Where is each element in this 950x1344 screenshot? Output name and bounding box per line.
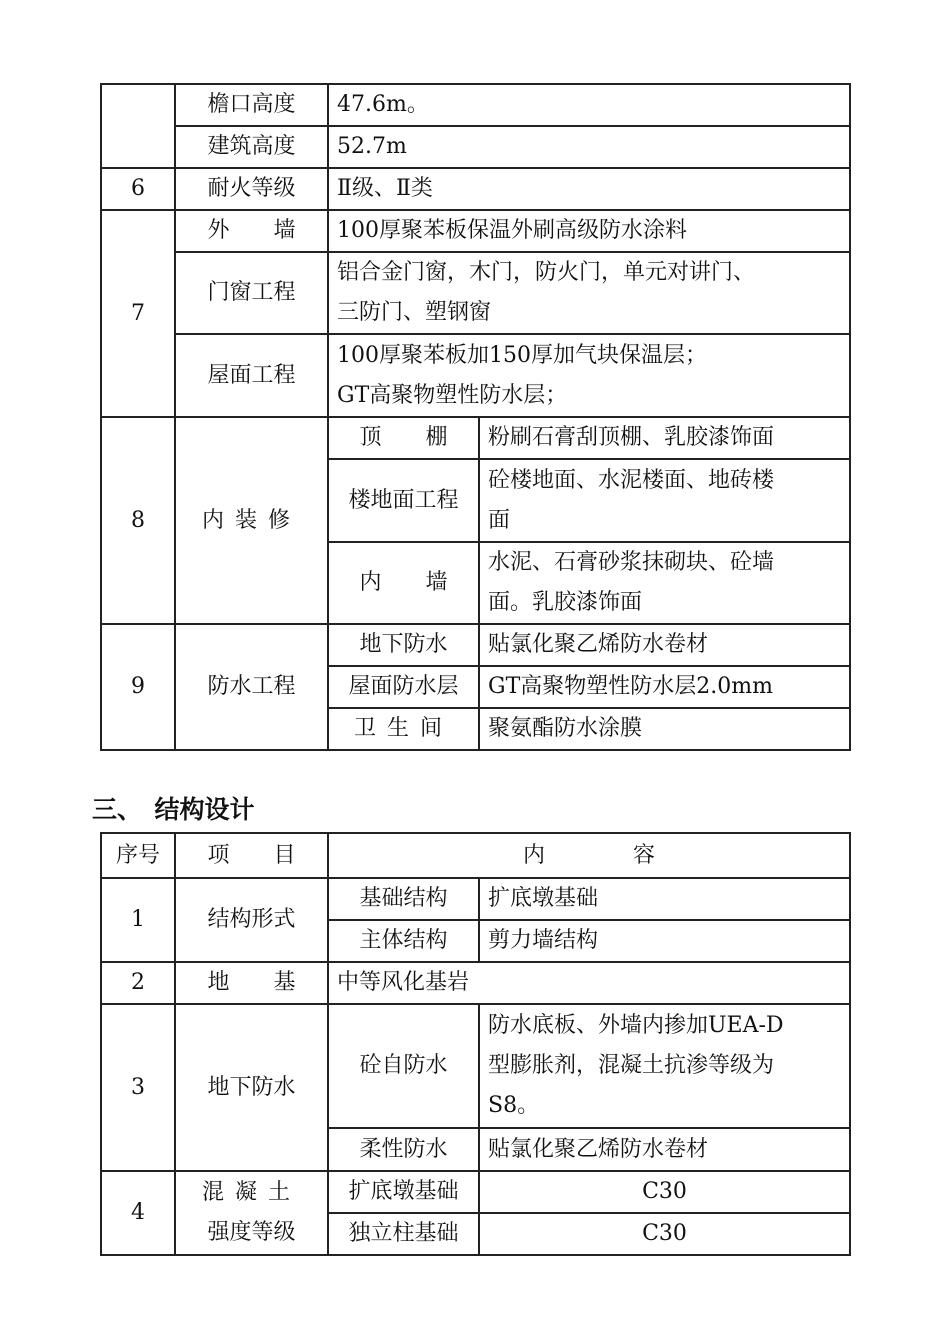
sub-label: 内 墙 bbox=[328, 542, 479, 624]
row-value: C30 bbox=[479, 1171, 850, 1213]
table-row bbox=[101, 168, 850, 210]
sub-label: 地下防水 bbox=[328, 624, 479, 666]
row-value: 水泥、石膏砂浆抹砌块、砼墙 面。乳胶漆饰面 bbox=[479, 542, 850, 624]
row-number: 3 bbox=[101, 1004, 175, 1171]
row-number: 7 bbox=[101, 210, 175, 417]
row-label: 结构形式 bbox=[175, 878, 328, 962]
row-label: 耐火等级 bbox=[175, 168, 328, 210]
row-value: 扩底墩基础 bbox=[479, 878, 850, 920]
table-row bbox=[101, 1171, 850, 1213]
table-row bbox=[101, 417, 850, 459]
table-header-row bbox=[101, 833, 850, 878]
table-row bbox=[101, 624, 850, 666]
sub-label: 屋面防水层 bbox=[328, 666, 479, 708]
row-value: 47.6m。 bbox=[328, 84, 850, 126]
row-label: 外 墙 bbox=[175, 210, 328, 252]
structure-design-table bbox=[100, 832, 851, 1256]
row-value: 贴氯化聚乙烯防水卷材 bbox=[479, 624, 850, 666]
table-row bbox=[101, 210, 850, 252]
row-number: 4 bbox=[101, 1171, 175, 1255]
row-value: Ⅱ级、Ⅱ类 bbox=[328, 168, 850, 210]
table-row bbox=[101, 252, 850, 334]
section-heading: 三、 结构设计 bbox=[92, 795, 255, 824]
row-number: 2 bbox=[101, 962, 175, 1004]
row-label: 地 基 bbox=[175, 962, 328, 1004]
row-label: 混凝土 强度等级 bbox=[175, 1171, 328, 1255]
table-row bbox=[101, 84, 850, 126]
row-value: 粉刷石膏刮顶棚、乳胶漆饰面 bbox=[479, 417, 850, 459]
table-row bbox=[101, 1004, 850, 1128]
sub-label: 楼地面工程 bbox=[328, 459, 479, 542]
row-label: 屋面工程 bbox=[175, 334, 328, 417]
sub-label: 独立柱基础 bbox=[328, 1213, 479, 1255]
row-value: 100厚聚苯板保温外刷高级防水涂料 bbox=[328, 210, 850, 252]
row-value: 砼楼地面、水泥楼面、地砖楼 面 bbox=[479, 459, 850, 542]
sub-label: 扩底墩基础 bbox=[328, 1171, 479, 1213]
row-value: 中等风化基岩 bbox=[328, 962, 850, 1004]
sub-label: 主体结构 bbox=[328, 920, 479, 962]
building-info-table bbox=[100, 83, 851, 751]
row-value: 100厚聚苯板加150厚加气块保温层； GT高聚物塑性防水层； bbox=[328, 334, 850, 417]
row-label: 内装修 bbox=[175, 417, 328, 624]
row-value: 贴氯化聚乙烯防水卷材 bbox=[479, 1128, 850, 1171]
header-no: 序号 bbox=[101, 833, 175, 878]
row-label: 门窗工程 bbox=[175, 252, 328, 334]
row-number: 6 bbox=[101, 168, 175, 210]
row-number: 1 bbox=[101, 878, 175, 962]
table-row bbox=[101, 126, 850, 168]
sub-label: 基础结构 bbox=[328, 878, 479, 920]
sub-label: 顶 棚 bbox=[328, 417, 479, 459]
sub-label: 柔性防水 bbox=[328, 1128, 479, 1171]
row-label: 檐口高度 bbox=[175, 84, 328, 126]
table-row bbox=[101, 962, 850, 1004]
row-value: 52.7m bbox=[328, 126, 850, 168]
row-value: 剪力墙结构 bbox=[479, 920, 850, 962]
row-value: C30 bbox=[479, 1213, 850, 1255]
row-value: 铝合金门窗，木门，防火门，单元对讲门、 三防门、塑钢窗 bbox=[328, 252, 850, 334]
row-label: 防水工程 bbox=[175, 624, 328, 750]
row-value: 聚氨酯防水涂膜 bbox=[479, 708, 850, 750]
row-value: 防水底板、外墙内掺加UEA-D 型膨胀剂，混凝土抗渗等级为 S8。 bbox=[479, 1004, 850, 1128]
table-row bbox=[101, 334, 850, 417]
row-value: GT高聚物塑性防水层2.0mm bbox=[479, 666, 850, 708]
row-label: 建筑高度 bbox=[175, 126, 328, 168]
sub-label: 砼自防水 bbox=[328, 1004, 479, 1128]
header-content: 内 容 bbox=[328, 833, 850, 878]
row-number: 9 bbox=[101, 624, 175, 750]
sub-label: 卫生间 bbox=[328, 708, 479, 750]
table-row bbox=[101, 878, 850, 920]
row-number: 8 bbox=[101, 417, 175, 624]
header-item: 项 目 bbox=[175, 833, 328, 878]
row-label: 地下防水 bbox=[175, 1004, 328, 1171]
